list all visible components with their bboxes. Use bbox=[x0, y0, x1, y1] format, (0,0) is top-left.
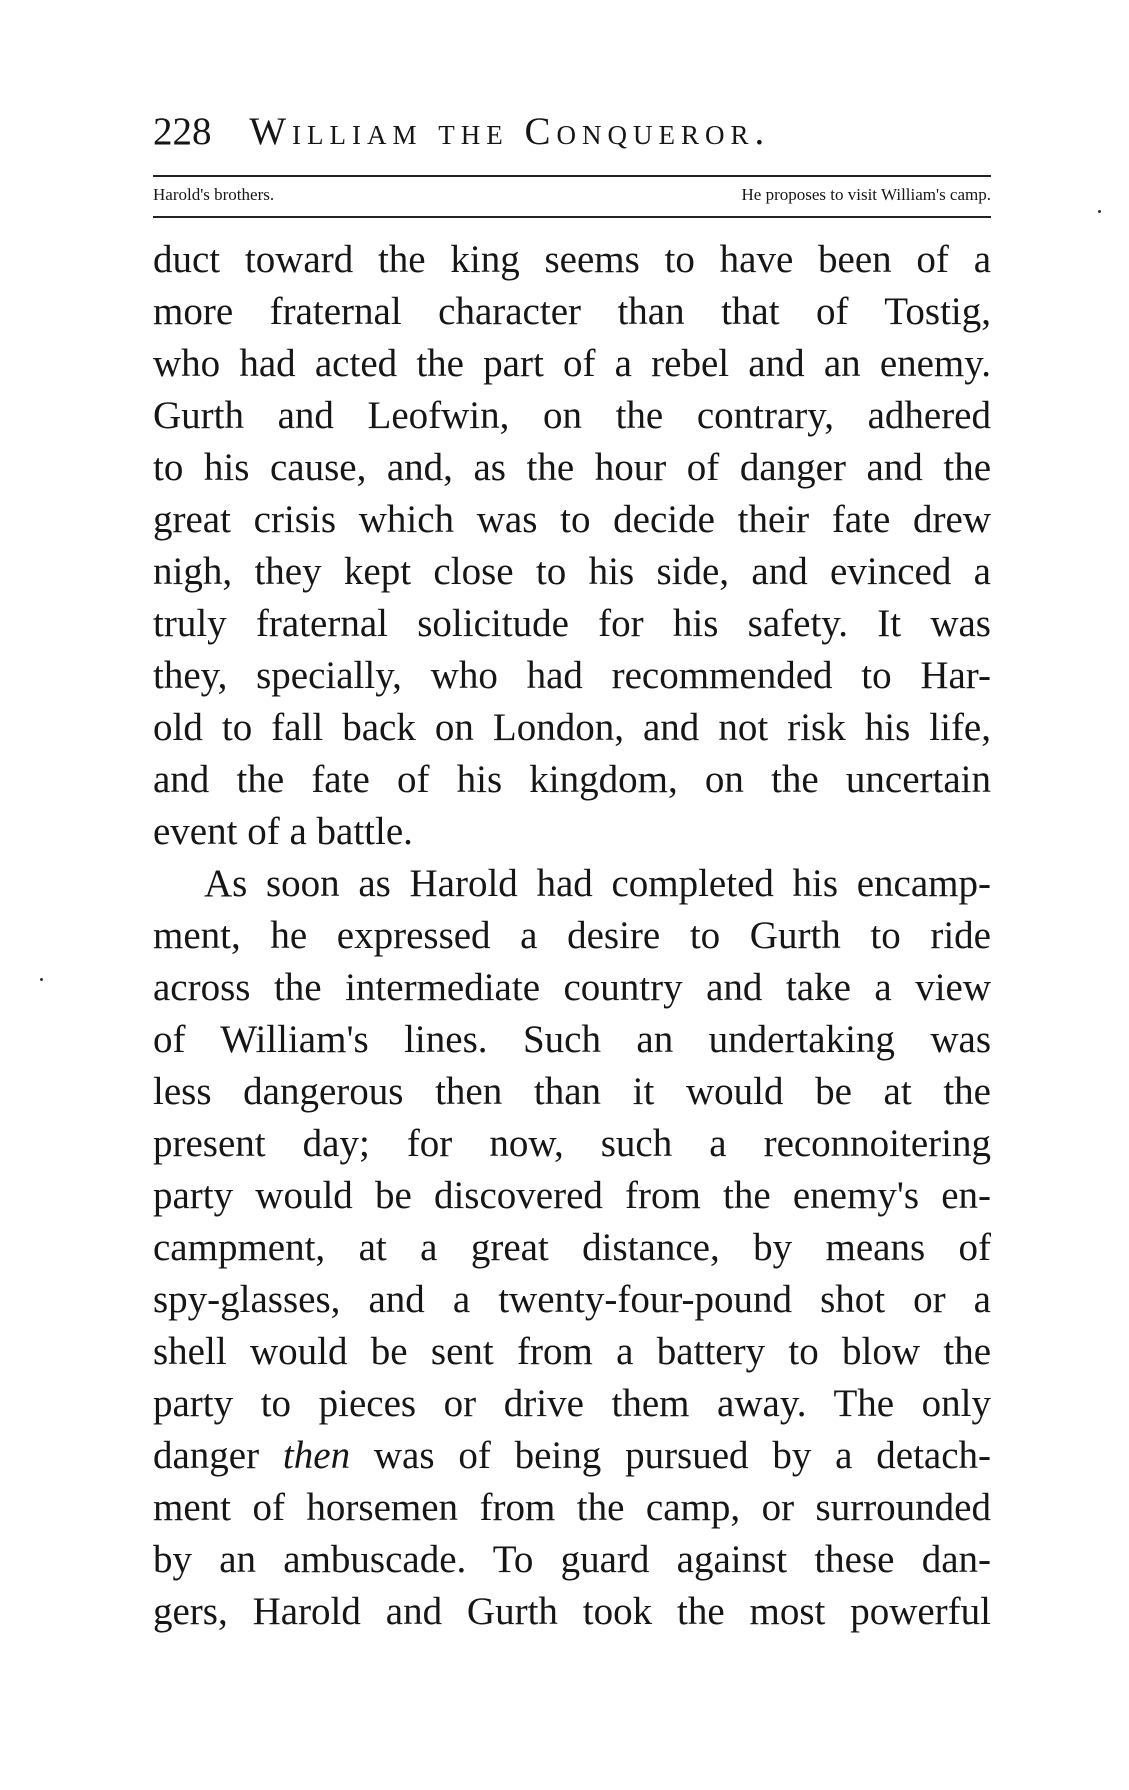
sidenote-right: He proposes to visit William's camp. bbox=[741, 185, 991, 204]
text-line: Gurth and Leofwin, on the contrary, adhered bbox=[153, 394, 991, 437]
text-line: party would be discovered from the enemy's en- bbox=[153, 1174, 991, 1217]
text-line: event of a battle. bbox=[153, 810, 413, 853]
page-number: 228 bbox=[153, 110, 212, 153]
text-run: danger bbox=[153, 1434, 283, 1477]
text-line: shell would be sent from a battery to blow the bbox=[153, 1330, 991, 1373]
paragraph-2 bbox=[153, 858, 991, 1638]
text-line: great crisis which was to decide their fate drew bbox=[153, 498, 991, 541]
text-line: old to fall back on London, and not risk his life, bbox=[153, 706, 991, 749]
scan-speck bbox=[1098, 210, 1101, 213]
body-text bbox=[153, 234, 991, 1638]
text-line: spy-glasses, and a twenty-four-pound shot or a bbox=[153, 1278, 991, 1321]
text-line: truly fraternal solicitude for his safety. It was bbox=[153, 602, 991, 645]
book-title: William the Conqueror. bbox=[249, 110, 771, 153]
text-line: present day; for now, such a reconnoitering bbox=[153, 1122, 991, 1165]
text-line: to his cause, and, as the hour of danger and the bbox=[153, 446, 991, 489]
header-rule-top bbox=[153, 175, 991, 177]
text-line: nigh, they kept close to his side, and evinced a bbox=[153, 550, 991, 593]
text-line: duct toward the king seems to have been of a bbox=[153, 238, 991, 281]
text-line: across the intermediate country and take a view bbox=[153, 966, 991, 1009]
text-line: they, specially, who had recommended to Har- bbox=[153, 654, 991, 697]
paragraph-1 bbox=[153, 234, 991, 858]
text-line: of William's lines. Such an undertaking was bbox=[153, 1018, 991, 1061]
text-run: was of being pursued by a detach- bbox=[350, 1434, 992, 1477]
text-line: who had acted the part of a rebel and an enemy. bbox=[153, 342, 991, 385]
text-line: gers, Harold and Gurth took the most powerful bbox=[153, 1590, 991, 1633]
running-head bbox=[153, 104, 991, 160]
text-line: less dangerous then than it would be at the bbox=[153, 1070, 991, 1113]
text-line: As soon as Harold had completed his encamp- bbox=[204, 862, 991, 905]
text-line: and the fate of his kingdom, on the uncertain bbox=[153, 758, 991, 801]
text-line: campment, at a great distance, by means of bbox=[153, 1226, 991, 1269]
text-line: more fraternal character than that of Tostig, bbox=[153, 290, 991, 333]
text-line: party to pieces or drive them away. The only bbox=[153, 1382, 991, 1425]
italic-word: then bbox=[282, 1434, 351, 1477]
text-line-with-italic bbox=[153, 1430, 991, 1482]
text-line: by an ambuscade. To guard against these dan- bbox=[153, 1538, 991, 1581]
sidenote-left: Harold's brothers. bbox=[153, 185, 275, 204]
text-line: ment of horsemen from the camp, or surrounded bbox=[153, 1486, 991, 1529]
marginal-sidenotes bbox=[153, 181, 991, 209]
scan-speck bbox=[40, 978, 43, 981]
text-line: ment, he expressed a desire to Gurth to ride bbox=[153, 914, 991, 957]
header-rule-bottom bbox=[153, 216, 991, 218]
